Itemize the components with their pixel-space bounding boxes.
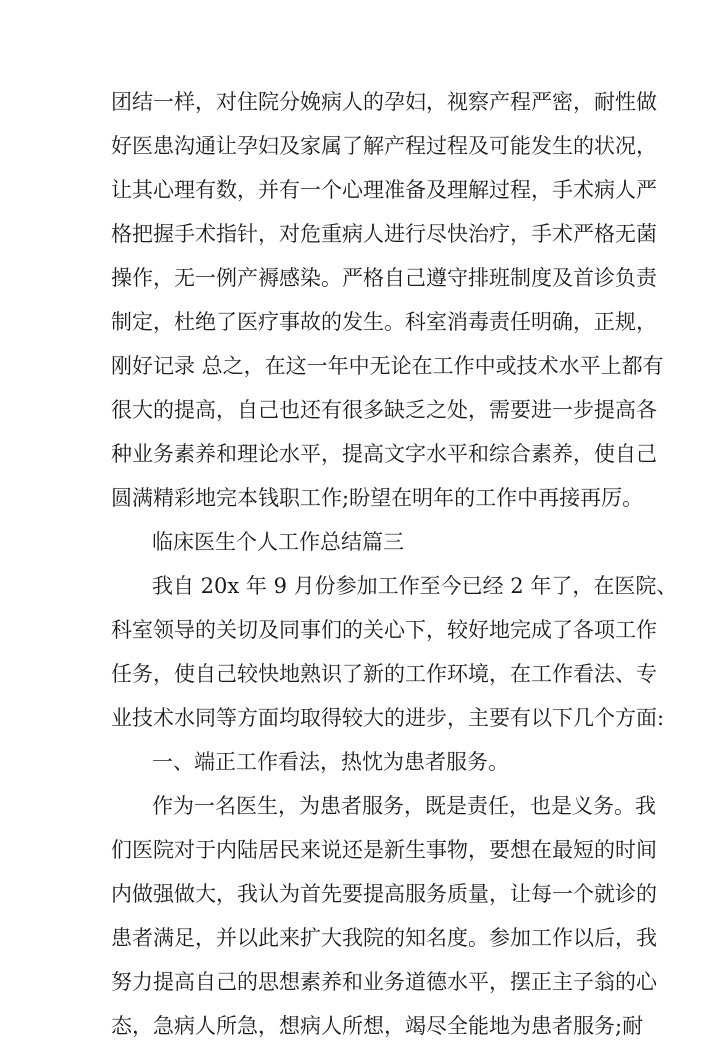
paragraph-line: 制定，杜绝了医疗事故的发生。科室消毒责任明确，正规，: [111, 310, 657, 334]
paragraph-line: 团结一样，对住院分娩病人的孕妇，视察产程严密，耐性做: [111, 90, 657, 114]
paragraph-line: 好医患沟通让孕妇及家属了解产程过程及可能发生的状况，: [111, 134, 657, 158]
paragraph-line: 作为一名医生，为患者服务，既是责任，也是义务。我: [152, 794, 656, 818]
paragraph-line: 态，急病人所急，想病人所想，竭尽全能地为患者服务;耐: [111, 1014, 644, 1038]
subsection-heading: 一、端正工作看法，热忱为患者服务。: [152, 750, 509, 774]
paragraph-line: 科室领导的关切及同事们的关心下，较好地完成了各项工作: [111, 618, 657, 642]
paragraph-line: 患者满足，并以此来扩大我院的知名度。参加工作以后，我: [111, 926, 657, 950]
paragraph-line: 很大的提高，自己也还有很多缺乏之处，需要进一步提高各: [111, 398, 657, 422]
paragraph-line: 格把握手术指针，对危重病人进行尽快治疗，手术严格无菌: [111, 222, 657, 246]
paragraph-line: 种业务素养和理论水平，提高文字水平和综合素养，使自己: [111, 442, 657, 466]
paragraph-line: 们医院对于内陆居民来说还是新生事物，要想在最短的时间: [111, 838, 657, 862]
paragraph-line: 让其心理有数，并有一个心理准备及理解过程，手术病人严: [111, 178, 657, 202]
paragraph-line: 操作，无一例产褥感染。严格自己遵守排班制度及首诊负责: [111, 266, 657, 290]
paragraph-line: 努力提高自己的思想素养和业务道德水平，摆正主子翁的心: [111, 970, 657, 994]
paragraph-line: 任务，使自己较快地熟识了新的工作环境，在工作看法、专: [111, 662, 657, 686]
paragraph-line: 刚好记录 总之，在这一年中无论在工作中或技术水平上都有: [111, 354, 664, 378]
paragraph-line: 我自 20x 年 9 月份参加工作至今已经 2 年了，在医院、: [152, 574, 678, 598]
paragraph-line: 圆满精彩地完本钱职工作;盼望在明年的工作中再接再厉。: [111, 486, 644, 510]
paragraph-line: 业技术水同等方面均取得较大的进步，主要有以下几个方面:: [111, 706, 665, 730]
section-heading: 临床医生个人工作总结篇三: [152, 530, 404, 554]
paragraph-line: 内做强做大，我认为首先要提高服务质量，让每一个就诊的: [111, 882, 657, 906]
